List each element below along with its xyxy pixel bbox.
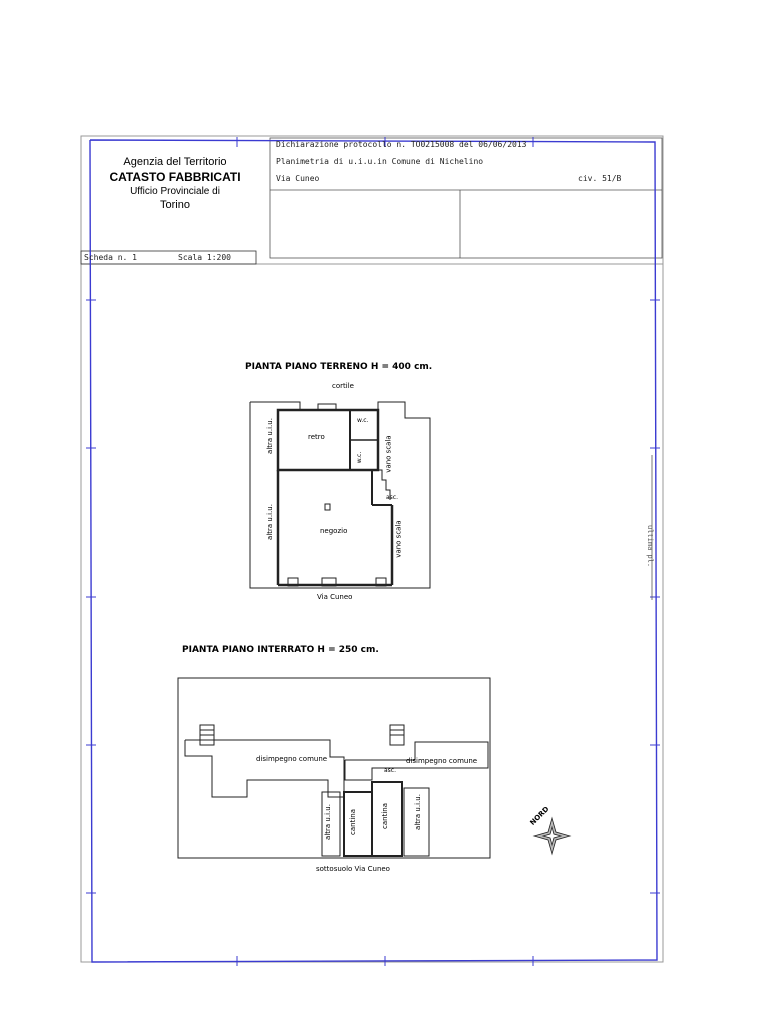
city-label: Torino: [160, 199, 190, 211]
vano-scala-label: vano scala: [394, 520, 403, 558]
retro-label: retro: [308, 433, 325, 441]
scheda-text: Scheda n. 1: [84, 253, 137, 262]
disimpegno-right-label: disimpegno comune: [406, 757, 478, 765]
wc-label-1: w.c.: [357, 417, 369, 424]
cantina-2-label: cantina: [381, 803, 389, 829]
cantina-1-label: cantina: [349, 809, 357, 835]
disimpegno-left-label: disimpegno comune: [256, 755, 328, 763]
civico-text: civ. 51/B: [578, 174, 622, 183]
sottosuolo-label: sottosuolo Via Cuneo: [316, 865, 390, 873]
compass-rose: [534, 818, 570, 854]
dichiarazione-text: Dichiarazione protocollo n. TO0215008 del 06/06/2013: [276, 140, 527, 149]
via-cuneo-label: Via Cuneo: [317, 593, 353, 601]
scala-text: Scala 1:200: [178, 253, 231, 262]
via-text: Via Cuneo: [276, 174, 320, 183]
agency-block: [100, 156, 250, 211]
altra-uiu-top-label: altra u.i.u.: [265, 418, 274, 454]
altra-uiu-bottom-label: altra u.i.u.: [265, 504, 274, 540]
planimetria-text: Planimetria di u.i.u.in Comune di Nichelino: [276, 157, 484, 166]
margin-note: ultima pl.: [646, 525, 654, 568]
altra-uiu-right-label: altra u.i.u.: [413, 794, 422, 830]
asc-label: asc.: [386, 494, 399, 501]
ground-floor-title: PIANTA PIANO TERRENO H = 400 cm.: [245, 362, 433, 372]
ufficio-label: Ufficio Provinciale di: [130, 186, 220, 197]
cortile-label: cortile: [332, 382, 354, 390]
altra-uiu-left-label: altra u.i.u.: [323, 804, 332, 840]
agency-name: Agenzia del Territorio: [123, 156, 227, 168]
vano-scala-top-label: vano scala: [384, 435, 393, 473]
nord-label: NORD: [528, 805, 551, 827]
catasto-label: CATASTO FABBRICATI: [109, 170, 241, 184]
basement-title: PIANTA PIANO INTERRATO H = 250 cm.: [182, 645, 379, 655]
negozio-label: negozio: [320, 527, 348, 535]
basement-asc-label: asc.: [384, 767, 397, 774]
wc-label-2: w.c.: [356, 451, 364, 464]
